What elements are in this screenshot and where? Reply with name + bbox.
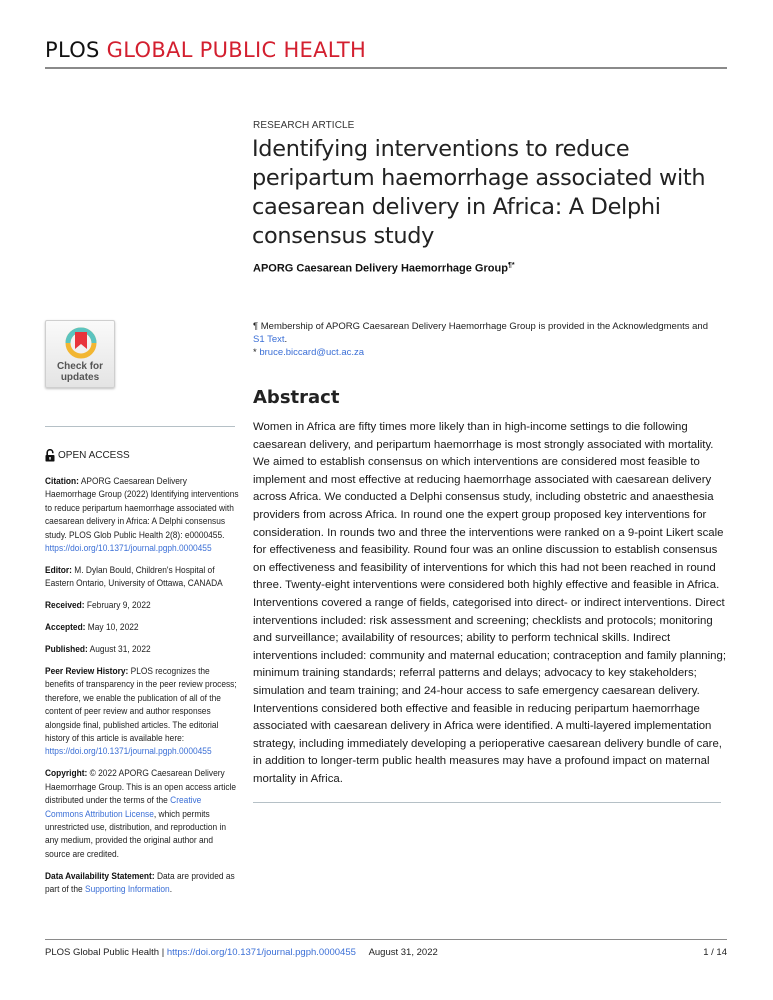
open-lock-icon [45, 449, 55, 462]
citation-text: APORG Caesarean Delivery Haemorrhage Group (2022) Identifying interventions to reduce peripartum haemorrhage associated with caesarean delivery in Africa: A Delphi consensus study. PLOS Glob Public Health 2(8): e0000455. [45, 476, 239, 540]
published-label: Published: [45, 644, 88, 655]
page-number: 1 / 14 [703, 947, 727, 958]
cc-license-link[interactable]: Creative Commons Attribution License [45, 795, 202, 819]
peer-review-text: PLOS recognizes the benefits of transparency in the peer review process; therefore, we enable the publication of all of the content of peer review and author responses alongside final, published articles. The editorial history of this article is available here: [45, 665, 237, 743]
copyright-label: Copyright: [45, 768, 88, 779]
peer-review-label: Peer Review History: [45, 665, 129, 676]
footer-date: August 31, 2022 [368, 947, 438, 958]
author-name: APORG Caesarean Delivery Haemorrhage Group [253, 262, 508, 275]
supporting-information-link[interactable]: Supporting Information [85, 884, 170, 895]
check-for-updates-badge[interactable] [45, 320, 115, 388]
citation-block [45, 475, 240, 555]
article-metadata-sidebar [45, 475, 240, 905]
citation-label: Citation: [45, 476, 79, 486]
peer-review-block [45, 665, 240, 759]
footer-divider [45, 939, 727, 940]
author-list [253, 262, 515, 275]
data-availability-suffix: . [169, 884, 173, 895]
open-access-label [45, 449, 130, 462]
badge-line-1: Check for [56, 361, 104, 372]
footer-doi-link[interactable]: https://doi.org/10.1371/journal.pgph.0000455 [166, 947, 356, 958]
s1-suffix: . [284, 334, 288, 345]
crossmark-icon [65, 327, 97, 359]
received-block [45, 599, 240, 612]
footer-journal: PLOS Global Public Health | [45, 947, 167, 958]
sidebar-divider [45, 426, 235, 427]
article-type: RESEARCH ARTICLE [253, 120, 355, 131]
copyright-text: © 2022 APORG Caesarean Delivery Haemorrhage Group. This is an open access article distributed under the terms of the [45, 768, 237, 806]
accepted-label: Accepted: [45, 622, 86, 633]
copyright-block [45, 767, 240, 861]
journal-name: GLOBAL PUBLIC HEALTH [106, 38, 367, 62]
published-block [45, 643, 240, 656]
editor-text: M. Dylan Bould, Children's Hospital of Eastern Ontario, University of Ottawa, CANADA [45, 564, 223, 589]
corresponding-email-link[interactable]: bruce.biccard@uct.ac.za [259, 347, 365, 358]
citation-doi-link[interactable]: https://doi.org/10.1371/journal.pgph.0000455 [45, 543, 212, 554]
header-divider [45, 67, 727, 69]
accepted-block [45, 621, 240, 634]
data-availability-block [45, 870, 240, 897]
abstract-heading: Abstract [253, 387, 340, 408]
affiliation-notes [253, 320, 733, 359]
published-date: August 31, 2022 [89, 644, 151, 655]
badge-line-2: updates [60, 372, 100, 383]
data-availability-text: Data are provided as part of the [45, 870, 235, 895]
article-title: Identifying interventions to reduce peripartum haemorrhage associated with caesarean delivery in Africa: A Delphi consensus study [252, 136, 706, 249]
received-date: February 9, 2022 [86, 600, 151, 611]
copyright-suffix: , which permits unrestricted use, distribution, and reproduction in any medium, provided the original author and source are credited. [45, 808, 227, 859]
author-marks: ¶* [507, 262, 515, 269]
membership-note: ¶ Membership of APORG Caesarean Delivery Haemorrhage Group is provided in the Acknowledgments and [253, 321, 708, 332]
peer-review-doi-link[interactable]: https://doi.org/10.1371/journal.pgph.0000455 [45, 746, 212, 757]
journal-header [45, 38, 366, 62]
open-access-text: OPEN ACCESS [58, 450, 130, 461]
page-footer [45, 947, 727, 958]
s1-text-link[interactable]: S1 Text [253, 334, 285, 345]
corresponding-mark: * [253, 347, 260, 358]
abstract-divider [253, 802, 721, 803]
abstract-body: Women in Africa are fifty times more likely than in high-income settings to die following caesarean delivery, and peripartum haemorrhage is most strongly associated with mortality. We aimed to establish consensus on which interventions are considered most feasible to implement and most effective at reducing haemorrhage associated with caesarean delivery across Africa. We conducted a Delphi consensus study, including obstetric and anaesthesia providers from across Africa. In round one the expert group proposed key interventions for consideration. In rounds two and three the interventions were ranked on a 9-point Likert scale for effectiveness and feasibility. Round four was an online discussion to establish consensus on effectiveness and feasibility of interventions for which this had not been reached in round three. Twenty-eight interventions were considered both highly effective and feasible in Africa. Interventions covered a range of fields, categorised into direct- or indirect interventions. Direct interventions included: risk assessment and screening; checklists and protocols; monitoring and surveillance; availability of resources; ability to perform technical skills. Indirect interventions included: community and maternal education; contraception and family planning; minimum training standards; referral patterns and delays; advocacy to key stakeholders; simulation and team training; and 24-hour access to safe emergency caesarean delivery. Interventions considered both effective and feasible in reducing peripartum haemorrhage associated with caesarean delivery in Africa were identified. A multi-layered implementation strategy, including immediately developing a perioperative caesarean delivery bundle of care, in addition to longer-term public health measures may have a profound impact on maternal mortality in Africa. [253, 421, 726, 785]
editor-block [45, 564, 240, 591]
data-availability-label: Data Availability Statement: [45, 870, 155, 881]
journal-brand: PLOS [45, 38, 100, 62]
received-label: Received: [45, 600, 85, 611]
accepted-date: May 10, 2022 [87, 622, 139, 633]
editor-label: Editor: [45, 564, 72, 575]
